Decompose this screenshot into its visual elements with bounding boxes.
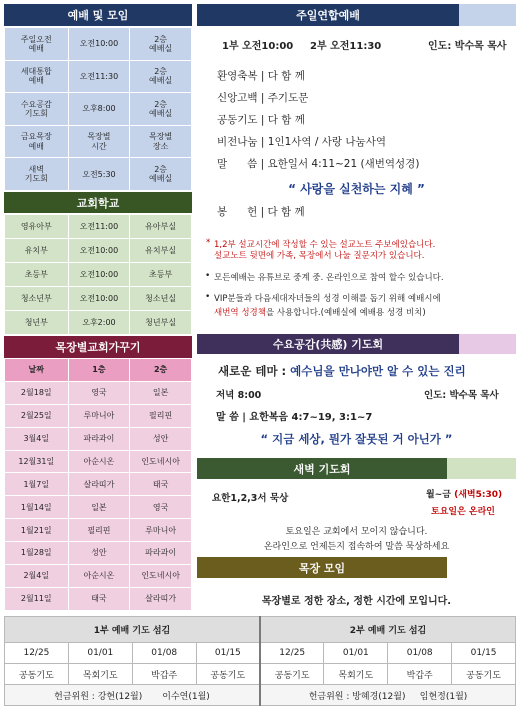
decor-cell: 루마니아 [68, 404, 130, 427]
offering-2nd: 헌금위원 : 방혜경(12월) 임현정(1월) [260, 685, 516, 706]
dawn-schedule [426, 487, 502, 500]
sunday-leader: 인도: 박수목 목사 [428, 41, 507, 52]
school-cell: 청년부실 [130, 311, 192, 335]
note-4: VIP분들과 다음세대자녀들의 성경 이해를 돕기 위해 예배시에 [214, 294, 441, 304]
prayer-date: 12/25 [5, 643, 69, 664]
decor-cell: 성안 [130, 427, 192, 450]
decor-column-label: 1층 [68, 359, 130, 382]
decor-cell: 일본 [68, 496, 130, 519]
school-row [5, 287, 192, 311]
sunday-order-3: 공동기도 | 다 함 께 [217, 114, 305, 126]
sunday-time-2: 2부 오전11:30 [310, 41, 382, 52]
decor-cell: 아순시온 [68, 565, 130, 588]
note-5 [214, 306, 426, 318]
sunday-order-4: 비전나눔 | 1인1사역 / 사랑 나눔사역 [217, 136, 386, 148]
worship-cell: 오후8:00 [68, 93, 130, 126]
note-1: 1,2부 설교시간에 작성할 수 있는 설교노트 주보에있습니다. [214, 240, 436, 250]
decor-row [5, 427, 192, 450]
worship-row [5, 93, 192, 126]
decor-cell: 아순시온 [68, 450, 130, 473]
worship-cell: 새벽 기도회 [5, 158, 69, 191]
prayer-date: 01/08 [132, 643, 196, 664]
worship-cell: 2층 예배실 [130, 158, 192, 191]
decor-row [5, 519, 192, 542]
dawn-saturday: 토요일은 온라인 [431, 507, 495, 517]
prayer-2nd-header: 2부 예배 기도 섬김 [260, 617, 516, 643]
worship-row [5, 125, 192, 158]
prayer-date: 01/01 [68, 643, 132, 664]
decor-cell: 1월7일 [5, 473, 69, 496]
worship-cell: 목장별 시간 [68, 125, 130, 158]
decor-row [5, 450, 192, 473]
decor-cell: 인도네시아 [130, 450, 192, 473]
prayer-dates-row [5, 643, 516, 664]
prayer-date: 01/15 [452, 643, 516, 664]
decor-cell: 파라과이 [130, 542, 192, 565]
decor-cell: 영국 [130, 496, 192, 519]
prayer-name: 공동기도 [5, 664, 69, 685]
decor-row [5, 473, 192, 496]
prayer-name: 공동기도 [260, 664, 324, 685]
cell-title: 목장 모임 [298, 561, 346, 575]
decor-column-label: 2층 [130, 359, 192, 382]
cell-header-accent [447, 557, 516, 578]
note-bullet-2: • [205, 271, 211, 281]
prayer-date: 01/15 [196, 643, 260, 664]
sermon-title: “ 사랑을 실천하는 지혜 ” [288, 182, 425, 196]
note-5-rest: 을 사용합니다.(예배실에 예배용 성경 비치) [265, 308, 426, 318]
decor-cell: 태국 [68, 587, 130, 610]
school-row [5, 311, 192, 335]
worship-cell: 2층 예배실 [130, 28, 192, 61]
worship-cell: 오전10:00 [68, 28, 130, 61]
worship-cell: 주일오전 예배 [5, 28, 69, 61]
worship-cell: 수요공감 기도회 [5, 93, 69, 126]
dawn-topic: 요한1,2,3서 묵상 [212, 493, 289, 504]
decor-cell: 파라과이 [68, 427, 130, 450]
prayer-name: 목회기도 [324, 664, 388, 685]
decor-header [4, 336, 192, 358]
wednesday-theme-text: 예수님을 만나야만 알 수 있는 진리 [290, 364, 466, 378]
prayer-table-header [5, 617, 516, 643]
decor-cell: 태국 [130, 473, 192, 496]
dawn-header-accent [447, 458, 516, 479]
decor-cell: 성안 [68, 542, 130, 565]
dawn-days: 월~금 [426, 490, 451, 500]
school-cell: 청소년실 [130, 287, 192, 311]
prayer-1st-header: 1부 예배 기도 섬김 [5, 617, 261, 643]
decor-title: 목장별교회가꾸기 [55, 341, 141, 354]
decor-cell: 필리핀 [130, 404, 192, 427]
sunday-order-5: 말 씀 | 요한일서 4:11~21 (새번역성경) [217, 158, 420, 170]
dawn-header [197, 458, 447, 479]
worship-schedule-title: 예배 및 모임 [67, 9, 129, 22]
school-cell: 오전10:00 [68, 263, 130, 287]
school-cell: 청년부 [5, 311, 69, 335]
wednesday-theme-label: 새로운 테마 : [218, 364, 287, 378]
sunday-header-accent [459, 4, 516, 26]
decor-cell: 12월31일 [5, 450, 69, 473]
decor-cell: 2월4일 [5, 565, 69, 588]
sunday-order-2: 신앙고백 | 주기도문 [217, 92, 309, 104]
decor-cell: 1월21일 [5, 519, 69, 542]
school-cell: 유치부 [5, 239, 69, 263]
decor-row [5, 587, 192, 610]
worship-cell: 세대통합 예배 [5, 60, 69, 93]
prayer-table [4, 616, 516, 706]
worship-cell: 오전5:30 [68, 158, 130, 191]
note-bullet-1: * [206, 238, 211, 248]
prayer-date: 01/01 [324, 643, 388, 664]
worship-schedule-header [4, 4, 192, 26]
school-row [5, 239, 192, 263]
dawn-time: (새벽5:30) [454, 490, 503, 500]
worship-cell: 금요목장 예배 [5, 125, 69, 158]
decor-table [4, 358, 192, 611]
school-cell: 유치부실 [130, 239, 192, 263]
wednesday-time: 저녁 8:00 [216, 390, 262, 401]
decor-cell: 2월18일 [5, 381, 69, 404]
worship-schedule-table [4, 27, 192, 191]
decor-cell: 인도네시아 [130, 565, 192, 588]
prayer-date: 01/08 [388, 643, 452, 664]
school-row [5, 263, 192, 287]
offering-1st: 헌금위원 : 강현(12월) 이수연(1월) [5, 685, 261, 706]
school-cell: 초등부 [130, 263, 192, 287]
prayer-name: 박갑주 [132, 664, 196, 685]
school-cell: 오전10:00 [68, 287, 130, 311]
decor-cell: 살라띠가 [68, 473, 130, 496]
worship-cell: 2층 예배실 [130, 93, 192, 126]
note-bullet-3: • [205, 292, 211, 302]
school-cell: 영유아부 [5, 215, 69, 239]
decor-cell: 2월11일 [5, 587, 69, 610]
worship-row [5, 28, 192, 61]
school-cell: 유아부실 [130, 215, 192, 239]
prayer-name: 공동기도 [196, 664, 260, 685]
prayer-name: 박갑주 [388, 664, 452, 685]
decor-column-label: 날짜 [5, 359, 69, 382]
decor-row [5, 565, 192, 588]
decor-cell: 일본 [130, 381, 192, 404]
school-cell: 오전10:00 [68, 239, 130, 263]
worship-cell: 2층 예배실 [130, 60, 192, 93]
wednesday-title: 수요공감(共感) 기도회 [272, 338, 384, 351]
school-cell: 초등부 [5, 263, 69, 287]
offering-row [5, 685, 516, 706]
decor-row [5, 542, 192, 565]
wednesday-header [197, 334, 459, 354]
decor-cell: 3월4일 [5, 427, 69, 450]
decor-row [5, 381, 192, 404]
sunday-time-1: 1부 오전10:00 [222, 41, 294, 52]
dawn-info-1: 토요일은 교회에서 모이지 않습니다. [285, 527, 428, 537]
school-table [4, 214, 192, 335]
wednesday-scripture: 말 씀 | 요한복음 4:7~19, 3:1~7 [216, 412, 373, 423]
prayer-date: 12/25 [260, 643, 324, 664]
school-row [5, 215, 192, 239]
note-3: 모든예배는 유튜브로 중계 중. 온라인으로 참여 할수 있습니다. [214, 273, 444, 283]
worship-row [5, 158, 192, 191]
cell-text: 목장별로 정한 장소, 정한 시간에 모입니다. [261, 596, 452, 607]
decor-row [5, 496, 192, 519]
wednesday-leader: 인도: 박수목 목사 [424, 390, 499, 401]
sunday-title: 주일연합예배 [296, 9, 360, 22]
bible-version: 새번역 성경책 [214, 308, 266, 318]
worship-row [5, 60, 192, 93]
wednesday-header-accent [459, 334, 516, 354]
decor-column-header [5, 359, 192, 382]
worship-cell: 목장별 장소 [130, 125, 192, 158]
wednesday-theme [218, 363, 466, 379]
school-cell: 청소년부 [5, 287, 69, 311]
worship-cell: 오전11:30 [68, 60, 130, 93]
school-cell: 오전11:00 [68, 215, 130, 239]
decor-cell: 루마니아 [130, 519, 192, 542]
decor-cell: 1월28일 [5, 542, 69, 565]
dawn-title: 새벽 기도회 [293, 462, 351, 476]
sunday-header [197, 4, 459, 26]
school-title: 교회학교 [76, 196, 120, 210]
decor-cell: 영국 [68, 381, 130, 404]
school-cell: 오후2:00 [68, 311, 130, 335]
prayer-names-row [5, 664, 516, 685]
decor-cell: 1월14일 [5, 496, 69, 519]
decor-cell: 2월25일 [5, 404, 69, 427]
sunday-order-1: 환영축복 | 다 함 께 [217, 70, 305, 82]
school-header [4, 192, 192, 213]
cell-header [197, 557, 447, 578]
decor-cell: 살라띠가 [130, 587, 192, 610]
wednesday-message-title: “ 지금 세상, 뭔가 잘못된 거 아닌가 ” [260, 432, 453, 446]
decor-row [5, 404, 192, 427]
dawn-info-2: 온라인으로 언제든지 접속하여 말씀 묵상하세요 [263, 542, 450, 552]
prayer-name: 공동기도 [452, 664, 516, 685]
prayer-name: 목회기도 [68, 664, 132, 685]
sunday-order-6: 봉 헌 | 다 함 께 [217, 206, 305, 218]
note-2: 설교노트 뒷면에 가족, 목장에서 나눌 질문지가 있습니다. [214, 251, 425, 261]
decor-cell: 필리핀 [68, 519, 130, 542]
